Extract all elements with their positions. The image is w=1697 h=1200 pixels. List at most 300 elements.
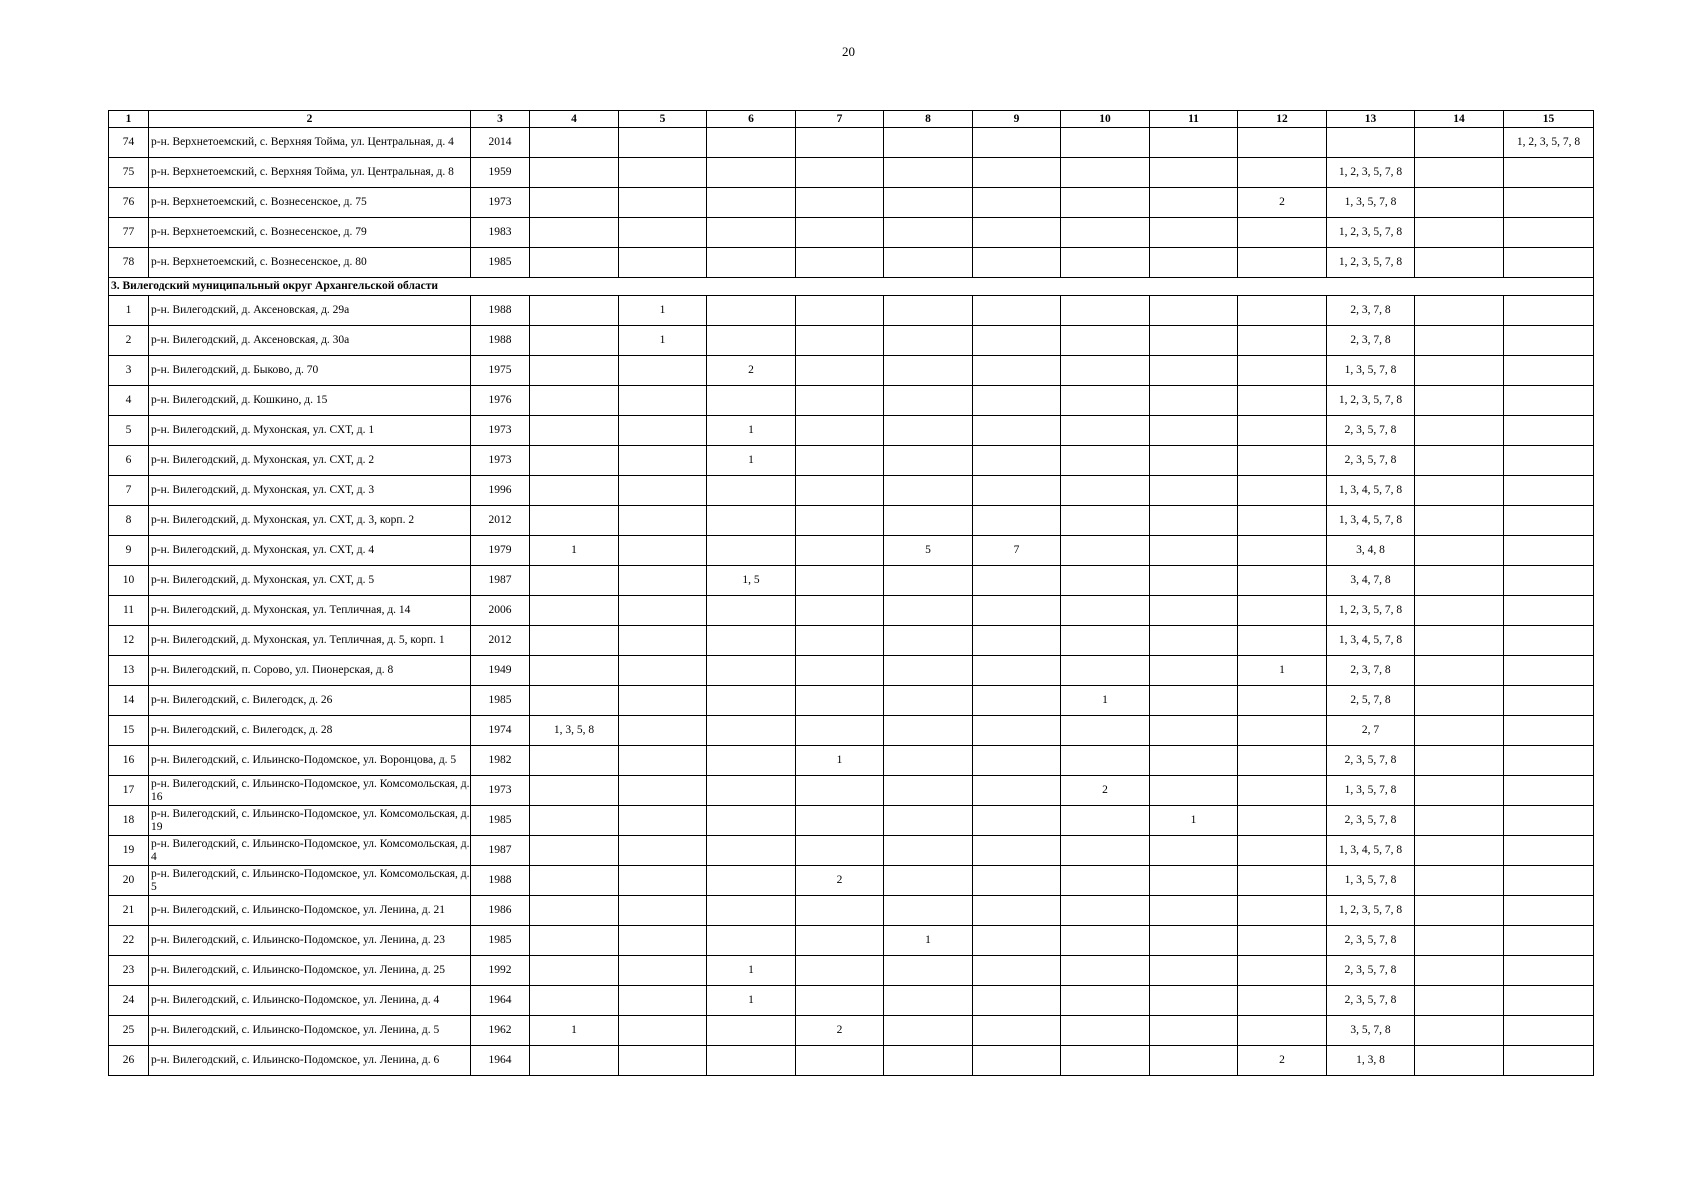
column-6-cell <box>707 896 796 926</box>
year-cell: 2012 <box>471 506 530 536</box>
column-10-cell <box>1061 476 1150 506</box>
column-11-cell <box>1150 926 1238 956</box>
column-12-cell <box>1238 956 1327 986</box>
column-5-cell <box>619 128 707 158</box>
column-5-cell <box>619 218 707 248</box>
column-15-cell <box>1504 506 1594 536</box>
column-8-cell <box>884 416 973 446</box>
column-10-cell <box>1061 626 1150 656</box>
row-number-cell: 24 <box>109 986 149 1016</box>
column-7-cell <box>796 776 884 806</box>
column-13-cell: 2, 3, 7, 8 <box>1327 326 1415 356</box>
column-5-cell <box>619 386 707 416</box>
column-10-cell <box>1061 386 1150 416</box>
column-5-cell <box>619 566 707 596</box>
row-number-cell: 18 <box>109 806 149 836</box>
column-4-cell: 1, 3, 5, 8 <box>530 716 619 746</box>
column-10-cell <box>1061 296 1150 326</box>
column-6-cell <box>707 746 796 776</box>
column-10-cell <box>1061 158 1150 188</box>
column-6-cell <box>707 506 796 536</box>
column-5-cell <box>619 806 707 836</box>
row-number-cell: 22 <box>109 926 149 956</box>
column-8-cell <box>884 386 973 416</box>
address-cell: р-н. Верхнетоемский, с. Вознесенское, д. 79 <box>149 218 471 248</box>
column-4-cell <box>530 248 619 278</box>
column-8-cell <box>884 716 973 746</box>
column-9-cell <box>973 506 1061 536</box>
column-5-cell <box>619 188 707 218</box>
column-14-cell <box>1415 656 1504 686</box>
column-7-cell <box>796 188 884 218</box>
column-5-cell <box>619 866 707 896</box>
column-13-cell: 1, 3, 4, 5, 7, 8 <box>1327 506 1415 536</box>
column-10-cell <box>1061 416 1150 446</box>
address-cell: р-н. Вилегодский, д. Мухонская, ул. СХТ, д. 4 <box>149 536 471 566</box>
column-5-cell <box>619 626 707 656</box>
column-8-cell <box>884 956 973 986</box>
column-8-cell <box>884 626 973 656</box>
column-7-cell <box>796 218 884 248</box>
column-6-cell <box>707 656 796 686</box>
column-6-cell <box>707 1016 796 1046</box>
column-7-cell <box>796 326 884 356</box>
column-8-cell <box>884 896 973 926</box>
column-8-cell <box>884 506 973 536</box>
column-14-cell <box>1415 866 1504 896</box>
column-10-cell <box>1061 656 1150 686</box>
column-9-cell <box>973 1016 1061 1046</box>
column-9-cell <box>973 956 1061 986</box>
column-14-cell <box>1415 686 1504 716</box>
column-14-cell <box>1415 416 1504 446</box>
table-row <box>109 1046 1594 1076</box>
column-12-cell <box>1238 296 1327 326</box>
table-row <box>109 956 1594 986</box>
row-number-cell: 5 <box>109 416 149 446</box>
column-13-cell: 2, 3, 5, 7, 8 <box>1327 746 1415 776</box>
table-row <box>109 536 1594 566</box>
column-12-cell <box>1238 806 1327 836</box>
column-13-cell: 1, 3, 5, 7, 8 <box>1327 866 1415 896</box>
column-header-6: 6 <box>707 111 796 128</box>
column-7-cell <box>796 248 884 278</box>
column-13-cell: 1, 3, 8 <box>1327 1046 1415 1076</box>
column-13-cell: 2, 3, 5, 7, 8 <box>1327 446 1415 476</box>
address-cell: р-н. Вилегодский, с. Ильинско-Подомское, ул. Комсомольская, д. 16 <box>149 776 471 806</box>
column-15-cell <box>1504 1016 1594 1046</box>
year-cell: 1973 <box>471 446 530 476</box>
column-13-cell: 2, 3, 5, 7, 8 <box>1327 416 1415 446</box>
column-14-cell <box>1415 296 1504 326</box>
column-10-cell <box>1061 326 1150 356</box>
column-6-cell <box>707 836 796 866</box>
column-12-cell <box>1238 926 1327 956</box>
column-header-11: 11 <box>1150 111 1238 128</box>
address-cell: р-н. Вилегодский, д. Мухонская, ул. СХТ, д. 5 <box>149 566 471 596</box>
row-number-cell: 4 <box>109 386 149 416</box>
column-6-cell: 1 <box>707 416 796 446</box>
column-8-cell <box>884 836 973 866</box>
column-9-cell <box>973 158 1061 188</box>
column-13-cell: 1, 3, 5, 7, 8 <box>1327 776 1415 806</box>
row-number-cell: 11 <box>109 596 149 626</box>
address-cell: р-н. Вилегодский, с. Ильинско-Подомское, ул. Воронцова, д. 5 <box>149 746 471 776</box>
row-number-cell: 14 <box>109 686 149 716</box>
column-5-cell <box>619 986 707 1016</box>
column-header-9: 9 <box>973 111 1061 128</box>
column-15-cell <box>1504 866 1594 896</box>
column-14-cell <box>1415 926 1504 956</box>
column-10-cell <box>1061 926 1150 956</box>
row-number-cell: 16 <box>109 746 149 776</box>
row-number-cell: 17 <box>109 776 149 806</box>
column-9-cell <box>973 716 1061 746</box>
column-10-cell <box>1061 128 1150 158</box>
year-cell: 1975 <box>471 356 530 386</box>
column-6-cell <box>707 926 796 956</box>
column-header-2: 2 <box>149 111 471 128</box>
column-14-cell <box>1415 536 1504 566</box>
column-4-cell <box>530 386 619 416</box>
table-row <box>109 218 1594 248</box>
column-15-cell <box>1504 188 1594 218</box>
column-7-cell: 1 <box>796 746 884 776</box>
year-cell: 1974 <box>471 716 530 746</box>
column-4-cell <box>530 128 619 158</box>
column-15-cell <box>1504 926 1594 956</box>
row-number-cell: 78 <box>109 248 149 278</box>
table-row <box>109 656 1594 686</box>
column-4-cell <box>530 446 619 476</box>
column-15-cell <box>1504 536 1594 566</box>
column-6-cell: 1, 5 <box>707 566 796 596</box>
column-11-cell: 1 <box>1150 806 1238 836</box>
address-cell: р-н. Вилегодский, с. Вилегодск, д. 26 <box>149 686 471 716</box>
column-5-cell <box>619 836 707 866</box>
column-11-cell <box>1150 566 1238 596</box>
column-15-cell <box>1504 476 1594 506</box>
column-7-cell <box>796 896 884 926</box>
column-15-cell <box>1504 386 1594 416</box>
column-13-cell: 2, 3, 7, 8 <box>1327 296 1415 326</box>
column-14-cell <box>1415 386 1504 416</box>
table-row <box>109 986 1594 1016</box>
column-6-cell <box>707 218 796 248</box>
column-15-cell <box>1504 248 1594 278</box>
column-7-cell <box>796 476 884 506</box>
column-7-cell <box>796 1046 884 1076</box>
column-7-cell <box>796 686 884 716</box>
column-14-cell <box>1415 986 1504 1016</box>
column-7-cell <box>796 296 884 326</box>
column-10-cell <box>1061 566 1150 596</box>
table-row <box>109 566 1594 596</box>
column-6-cell <box>707 806 796 836</box>
row-number-cell: 12 <box>109 626 149 656</box>
column-5-cell <box>619 1016 707 1046</box>
column-10-cell <box>1061 746 1150 776</box>
column-11-cell <box>1150 536 1238 566</box>
column-9-cell <box>973 476 1061 506</box>
address-cell: р-н. Верхнетоемский, с. Верхняя Тойма, ул. Центральная, д. 8 <box>149 158 471 188</box>
column-7-cell <box>796 566 884 596</box>
column-9-cell <box>973 686 1061 716</box>
column-13-cell: 1, 3, 4, 5, 7, 8 <box>1327 626 1415 656</box>
column-12-cell <box>1238 446 1327 476</box>
column-6-cell <box>707 1046 796 1076</box>
column-8-cell <box>884 566 973 596</box>
column-13-cell: 2, 7 <box>1327 716 1415 746</box>
table-row <box>109 1016 1594 1046</box>
column-9-cell <box>973 386 1061 416</box>
column-6-cell: 1 <box>707 446 796 476</box>
row-number-cell: 21 <box>109 896 149 926</box>
column-10-cell <box>1061 446 1150 476</box>
column-10-cell <box>1061 716 1150 746</box>
column-9-cell <box>973 836 1061 866</box>
column-header-3: 3 <box>471 111 530 128</box>
column-11-cell <box>1150 656 1238 686</box>
column-9-cell <box>973 446 1061 476</box>
column-14-cell <box>1415 218 1504 248</box>
page-number: 20 <box>842 44 855 59</box>
year-cell: 1983 <box>471 218 530 248</box>
column-5-cell <box>619 686 707 716</box>
address-cell: р-н. Верхнетоемский, с. Вознесенское, д. 80 <box>149 248 471 278</box>
column-13-cell: 2, 5, 7, 8 <box>1327 686 1415 716</box>
column-15-cell <box>1504 626 1594 656</box>
year-cell: 1985 <box>471 806 530 836</box>
column-9-cell <box>973 986 1061 1016</box>
year-cell: 1987 <box>471 836 530 866</box>
column-9-cell <box>973 626 1061 656</box>
column-9-cell <box>973 596 1061 626</box>
column-12-cell <box>1238 476 1327 506</box>
address-cell: р-н. Верхнетоемский, с. Вознесенское, д. 75 <box>149 188 471 218</box>
column-header-13: 13 <box>1327 111 1415 128</box>
column-12-cell <box>1238 248 1327 278</box>
column-6-cell <box>707 248 796 278</box>
column-8-cell <box>884 356 973 386</box>
column-13-cell: 1, 2, 3, 5, 7, 8 <box>1327 386 1415 416</box>
address-cell: р-н. Вилегодский, д. Кошкино, д. 15 <box>149 386 471 416</box>
column-11-cell <box>1150 476 1238 506</box>
column-14-cell <box>1415 716 1504 746</box>
table-row <box>109 806 1594 836</box>
column-9-cell <box>973 218 1061 248</box>
column-12-cell <box>1238 566 1327 596</box>
column-header-8: 8 <box>884 111 973 128</box>
column-10-cell <box>1061 248 1150 278</box>
column-8-cell <box>884 986 973 1016</box>
column-4-cell <box>530 626 619 656</box>
column-7-cell <box>796 158 884 188</box>
column-11-cell <box>1150 128 1238 158</box>
column-15-cell <box>1504 806 1594 836</box>
row-number-cell: 8 <box>109 506 149 536</box>
column-7-cell <box>796 716 884 746</box>
column-14-cell <box>1415 806 1504 836</box>
column-13-cell: 1, 2, 3, 5, 7, 8 <box>1327 896 1415 926</box>
column-12-cell <box>1238 746 1327 776</box>
column-11-cell <box>1150 296 1238 326</box>
column-7-cell <box>796 446 884 476</box>
column-8-cell <box>884 806 973 836</box>
column-9-cell <box>973 326 1061 356</box>
year-cell: 1959 <box>471 158 530 188</box>
column-9-cell <box>973 188 1061 218</box>
column-10-cell <box>1061 986 1150 1016</box>
row-number-cell: 13 <box>109 656 149 686</box>
address-cell: р-н. Верхнетоемский, с. Верхняя Тойма, ул. Центральная, д. 4 <box>149 128 471 158</box>
address-cell: р-н. Вилегодский, д. Мухонская, ул. СХТ, д. 2 <box>149 446 471 476</box>
row-number-cell: 25 <box>109 1016 149 1046</box>
column-9-cell <box>973 1046 1061 1076</box>
column-11-cell <box>1150 836 1238 866</box>
column-5-cell <box>619 1046 707 1076</box>
column-5-cell: 1 <box>619 296 707 326</box>
column-9-cell <box>973 776 1061 806</box>
column-11-cell <box>1150 746 1238 776</box>
column-5-cell <box>619 746 707 776</box>
table-row <box>109 326 1594 356</box>
column-7-cell <box>796 128 884 158</box>
table-row <box>109 776 1594 806</box>
column-4-cell <box>530 896 619 926</box>
column-14-cell <box>1415 158 1504 188</box>
column-15-cell <box>1504 296 1594 326</box>
table-row <box>109 686 1594 716</box>
column-5-cell <box>619 356 707 386</box>
column-7-cell <box>796 626 884 656</box>
column-6-cell <box>707 326 796 356</box>
column-8-cell <box>884 686 973 716</box>
column-10-cell <box>1061 956 1150 986</box>
column-14-cell <box>1415 506 1504 536</box>
column-9-cell <box>973 806 1061 836</box>
column-5-cell <box>619 506 707 536</box>
row-number-cell: 6 <box>109 446 149 476</box>
table-body <box>109 128 1594 1076</box>
column-12-cell <box>1238 326 1327 356</box>
table-row <box>109 296 1594 326</box>
column-6-cell <box>707 536 796 566</box>
column-9-cell <box>973 656 1061 686</box>
column-7-cell <box>796 956 884 986</box>
column-15-cell <box>1504 416 1594 446</box>
column-8-cell <box>884 476 973 506</box>
column-15-cell <box>1504 746 1594 776</box>
column-5-cell <box>619 776 707 806</box>
column-14-cell <box>1415 596 1504 626</box>
column-14-cell <box>1415 248 1504 278</box>
row-number-cell: 9 <box>109 536 149 566</box>
column-6-cell <box>707 686 796 716</box>
column-8-cell <box>884 218 973 248</box>
column-13-cell: 1, 3, 4, 5, 7, 8 <box>1327 836 1415 866</box>
row-number-cell: 10 <box>109 566 149 596</box>
column-13-cell: 2, 3, 7, 8 <box>1327 656 1415 686</box>
column-10-cell: 1 <box>1061 686 1150 716</box>
column-10-cell <box>1061 836 1150 866</box>
section-row <box>109 278 1594 296</box>
column-6-cell <box>707 296 796 326</box>
column-8-cell <box>884 1046 973 1076</box>
column-10-cell <box>1061 1016 1150 1046</box>
column-14-cell <box>1415 128 1504 158</box>
column-11-cell <box>1150 158 1238 188</box>
table-row <box>109 746 1594 776</box>
row-number-cell: 20 <box>109 866 149 896</box>
column-12-cell <box>1238 986 1327 1016</box>
column-6-cell <box>707 386 796 416</box>
year-cell: 2006 <box>471 596 530 626</box>
column-header-12: 12 <box>1238 111 1327 128</box>
column-14-cell <box>1415 326 1504 356</box>
column-6-cell <box>707 128 796 158</box>
column-14-cell <box>1415 896 1504 926</box>
column-6-cell <box>707 158 796 188</box>
column-5-cell <box>619 956 707 986</box>
year-cell: 1987 <box>471 566 530 596</box>
column-10-cell <box>1061 1046 1150 1076</box>
column-11-cell <box>1150 986 1238 1016</box>
column-9-cell: 7 <box>973 536 1061 566</box>
table-row <box>109 248 1594 278</box>
table-row <box>109 188 1594 218</box>
column-5-cell <box>619 896 707 926</box>
column-14-cell <box>1415 956 1504 986</box>
column-13-cell: 1, 2, 3, 5, 7, 8 <box>1327 596 1415 626</box>
column-15-cell <box>1504 596 1594 626</box>
column-9-cell <box>973 296 1061 326</box>
column-7-cell <box>796 806 884 836</box>
column-13-cell: 3, 4, 8 <box>1327 536 1415 566</box>
table-row <box>109 626 1594 656</box>
column-4-cell <box>530 416 619 446</box>
column-10-cell <box>1061 806 1150 836</box>
year-cell: 1985 <box>471 686 530 716</box>
column-4-cell <box>530 356 619 386</box>
column-10-cell <box>1061 596 1150 626</box>
table-row <box>109 716 1594 746</box>
column-4-cell <box>530 686 619 716</box>
column-5-cell <box>619 248 707 278</box>
column-12-cell <box>1238 416 1327 446</box>
column-15-cell <box>1504 356 1594 386</box>
column-4-cell <box>530 926 619 956</box>
column-7-cell <box>796 596 884 626</box>
column-15-cell <box>1504 776 1594 806</box>
column-6-cell: 1 <box>707 986 796 1016</box>
column-11-cell <box>1150 386 1238 416</box>
column-4-cell: 1 <box>530 1016 619 1046</box>
column-5-cell: 1 <box>619 326 707 356</box>
column-6-cell <box>707 476 796 506</box>
column-15-cell <box>1504 896 1594 926</box>
column-header-4: 4 <box>530 111 619 128</box>
column-11-cell <box>1150 1046 1238 1076</box>
column-7-cell <box>796 506 884 536</box>
column-13-cell: 1, 3, 4, 5, 7, 8 <box>1327 476 1415 506</box>
column-9-cell <box>973 566 1061 596</box>
column-15-cell <box>1504 1046 1594 1076</box>
column-10-cell <box>1061 188 1150 218</box>
column-4-cell <box>530 326 619 356</box>
column-8-cell <box>884 128 973 158</box>
column-8-cell: 5 <box>884 536 973 566</box>
